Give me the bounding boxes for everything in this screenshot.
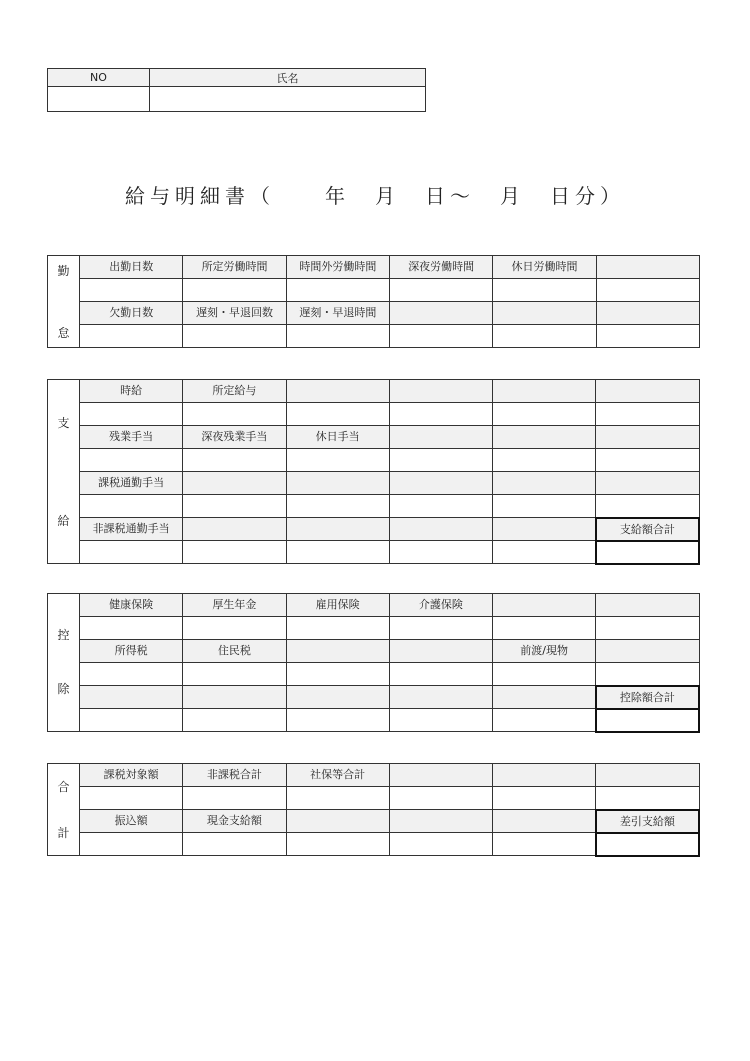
label-overtime-hours: 時間外労働時間 [286, 256, 389, 279]
value-cell[interactable] [80, 495, 183, 518]
deduction-side-top: 控 [57, 628, 70, 642]
value-cell[interactable] [389, 449, 492, 472]
label-holiday-hours: 休日労働時間 [493, 256, 596, 279]
value-cell[interactable] [286, 449, 389, 472]
value-cell[interactable] [80, 403, 183, 426]
payment-side-top: 支 [57, 416, 70, 430]
label-blank [596, 256, 699, 279]
value-cell[interactable] [389, 617, 492, 640]
attendance-side-top: 勤 [57, 264, 70, 278]
label-social-insurance-total: 社保等合計 [286, 764, 389, 787]
value-cell[interactable] [389, 403, 492, 426]
label-net-payment: 差引支給額 [596, 810, 699, 833]
label-blank [389, 764, 492, 787]
value-cell[interactable] [596, 663, 699, 686]
label-holiday-allowance: 休日手当 [286, 426, 389, 449]
label-blank [493, 686, 596, 709]
no-header: NO [48, 69, 150, 87]
value-cell[interactable] [183, 833, 286, 856]
deduction-side-label [48, 594, 80, 732]
value-cell[interactable] [493, 449, 596, 472]
label-health-insurance: 健康保険 [80, 594, 183, 617]
label-blank [389, 640, 492, 663]
label-nontaxable-commute: 非課税通勤手当 [80, 518, 183, 541]
label-blank [286, 472, 389, 495]
value-cell[interactable] [493, 403, 596, 426]
value-cell[interactable] [183, 325, 286, 348]
label-pension: 厚生年金 [183, 594, 286, 617]
page-title: 給与明細書（ 年 月 日〜 月 日分） [125, 184, 625, 208]
value-cell[interactable] [286, 325, 389, 348]
value-cell[interactable] [183, 709, 286, 732]
label-night-overtime-allowance: 深夜残業手当 [183, 426, 286, 449]
total-side-label [48, 764, 80, 856]
value-cell[interactable] [390, 325, 493, 348]
label-blank [596, 472, 699, 495]
label-employment-insurance: 雇用保険 [286, 594, 389, 617]
label-blank [286, 686, 389, 709]
label-scheduled-hours: 所定労働時間 [183, 256, 286, 279]
no-field[interactable] [48, 87, 150, 112]
value-cell[interactable] [80, 833, 183, 856]
attendance-side-bottom: 怠 [57, 326, 70, 340]
label-blank [183, 472, 286, 495]
total-deduction-value[interactable] [596, 709, 699, 732]
value-cell[interactable] [80, 663, 183, 686]
value-cell[interactable] [389, 709, 492, 732]
label-absent-days: 欠勤日数 [80, 302, 183, 325]
label-income-tax: 所得税 [80, 640, 183, 663]
payment-side-bottom: 給 [57, 514, 70, 528]
value-cell[interactable] [286, 617, 389, 640]
value-cell[interactable] [596, 617, 699, 640]
label-cash-payment: 現金支給額 [183, 810, 286, 833]
value-cell[interactable] [183, 617, 286, 640]
label-blank [389, 810, 492, 833]
name-field[interactable] [150, 87, 426, 112]
label-blank [596, 302, 699, 325]
label-blank [183, 686, 286, 709]
value-cell[interactable] [389, 663, 492, 686]
value-cell[interactable] [286, 663, 389, 686]
value-cell[interactable] [493, 709, 596, 732]
label-blank [596, 764, 699, 787]
label-blank [596, 594, 699, 617]
label-blank [493, 426, 596, 449]
value-cell[interactable] [286, 709, 389, 732]
value-cell[interactable] [80, 449, 183, 472]
value-cell[interactable] [390, 279, 493, 302]
value-cell[interactable] [493, 279, 596, 302]
label-blank [286, 810, 389, 833]
value-cell[interactable] [80, 709, 183, 732]
label-taxable-commute: 課税通勤手当 [80, 472, 183, 495]
label-blank [493, 380, 596, 403]
deduction-table [47, 593, 700, 733]
label-blank [389, 686, 492, 709]
value-cell[interactable] [183, 403, 286, 426]
value-cell[interactable] [80, 787, 183, 810]
label-blank [493, 302, 596, 325]
label-blank [596, 426, 699, 449]
value-cell[interactable] [596, 449, 699, 472]
value-cell[interactable] [183, 787, 286, 810]
value-cell[interactable] [183, 663, 286, 686]
label-blank [286, 518, 389, 541]
value-cell[interactable] [183, 495, 286, 518]
label-nontaxable-total: 非課税合計 [183, 764, 286, 787]
value-cell[interactable] [596, 403, 699, 426]
label-blank [389, 518, 492, 541]
value-cell[interactable] [80, 617, 183, 640]
total-payment-value[interactable] [596, 541, 699, 564]
label-late-count: 遅刻・早退回数 [183, 302, 286, 325]
label-total-deduction: 控除額合計 [596, 686, 699, 709]
value-cell[interactable] [286, 541, 389, 564]
value-cell[interactable] [286, 787, 389, 810]
label-hourly-wage: 時給 [80, 380, 183, 403]
label-resident-tax: 住民税 [183, 640, 286, 663]
value-cell[interactable] [80, 325, 183, 348]
value-cell[interactable] [493, 541, 596, 564]
value-cell[interactable] [493, 617, 596, 640]
total-side-bottom: 計 [57, 826, 70, 840]
name-header: 氏名 [150, 69, 426, 87]
label-blank [596, 640, 699, 663]
value-cell[interactable] [286, 403, 389, 426]
label-base-salary: 所定給与 [183, 380, 286, 403]
label-blank [493, 472, 596, 495]
value-cell[interactable] [80, 541, 183, 564]
value-cell[interactable] [493, 663, 596, 686]
value-cell[interactable] [183, 449, 286, 472]
label-blank [493, 764, 596, 787]
value-cell[interactable] [389, 833, 492, 856]
value-cell[interactable] [596, 279, 699, 302]
label-blank [389, 380, 492, 403]
value-cell[interactable] [286, 279, 389, 302]
label-blank [286, 380, 389, 403]
label-blank [493, 810, 596, 833]
label-blank [596, 380, 699, 403]
value-cell[interactable] [183, 541, 286, 564]
payment-table [47, 379, 700, 565]
label-total-payment: 支給額合計 [596, 518, 699, 541]
value-cell[interactable] [286, 495, 389, 518]
label-taxable-amount: 課税対象額 [80, 764, 183, 787]
value-cell[interactable] [389, 787, 492, 810]
label-blank [80, 686, 183, 709]
payment-side-label [48, 380, 80, 564]
label-care-insurance: 介護保険 [389, 594, 492, 617]
total-side-top: 合 [57, 780, 70, 794]
employee-id-table [47, 68, 426, 112]
value-cell[interactable] [183, 279, 286, 302]
total-table [47, 763, 700, 857]
value-cell[interactable] [389, 541, 492, 564]
value-cell[interactable] [596, 325, 699, 348]
label-blank [286, 640, 389, 663]
value-cell[interactable] [286, 833, 389, 856]
label-blank [493, 518, 596, 541]
attendance-side-label [48, 256, 80, 348]
label-blank [390, 302, 493, 325]
deduction-side-bottom: 除 [57, 682, 70, 696]
attendance-table [47, 255, 700, 348]
label-blank [183, 518, 286, 541]
label-bank-transfer: 振込額 [80, 810, 183, 833]
value-cell[interactable] [389, 495, 492, 518]
label-work-days: 出勤日数 [80, 256, 183, 279]
label-blank [389, 426, 492, 449]
label-blank [493, 594, 596, 617]
value-cell[interactable] [596, 495, 699, 518]
value-cell[interactable] [596, 787, 699, 810]
value-cell[interactable] [493, 495, 596, 518]
label-night-hours: 深夜労働時間 [390, 256, 493, 279]
label-advance-in-kind: 前渡/現物 [493, 640, 596, 663]
label-overtime-allowance: 残業手当 [80, 426, 183, 449]
value-cell[interactable] [493, 787, 596, 810]
value-cell[interactable] [493, 833, 596, 856]
value-cell[interactable] [80, 279, 183, 302]
label-late-hours: 遅刻・早退時間 [286, 302, 389, 325]
label-blank [389, 472, 492, 495]
value-cell[interactable] [493, 325, 596, 348]
net-payment-value[interactable] [596, 833, 699, 856]
